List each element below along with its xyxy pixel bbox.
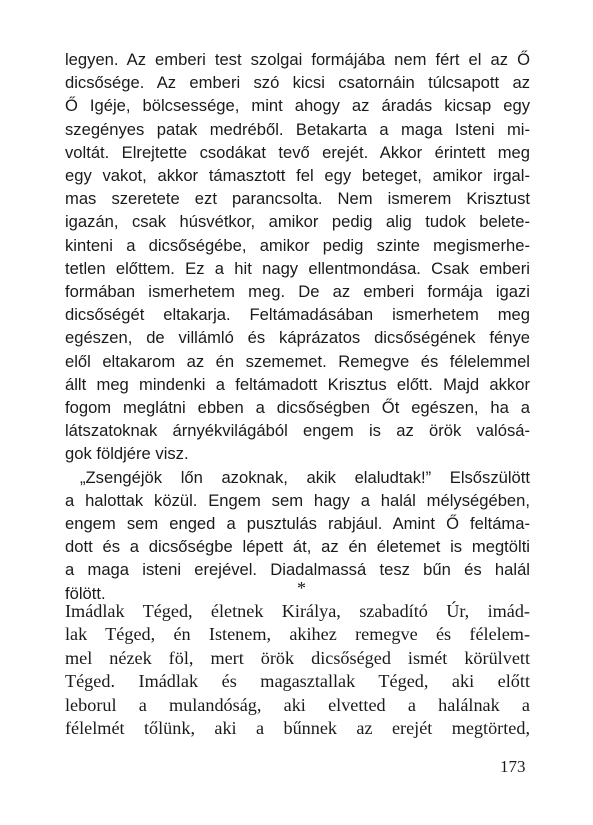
text-line: leborul a mulandóság, aki elvetted a halálnak a xyxy=(65,694,530,715)
text-line: egy vakot, akkor támasztott fel egy beteget, amikor irgal- xyxy=(65,166,530,186)
text-line: Ő Igéje, bölcsessége, mint ahogy az áradás kicsap egy xyxy=(65,96,530,116)
page-body xyxy=(65,48,530,739)
text-line: kinteni a dicsőségébe, amikor pedig szinte megismerhe- xyxy=(65,235,530,255)
text-line: dott és a dicsőségbe lépett át, az én életemet is megtölti xyxy=(65,537,530,557)
paragraph-1 xyxy=(65,48,530,466)
text-line: a halottak közül. Engem sem hagy a halál mélységében, xyxy=(65,490,530,510)
text-line: engem sem enged a pusztulás rabjául. Amint Ő feltáma- xyxy=(65,514,530,534)
text-line: voltát. Elrejtette csodákat tevő erejét. Akkor érintett meg xyxy=(65,142,530,162)
text-line: állt meg mindenki a feltámadott Krisztus előtt. Majd akkor xyxy=(65,374,530,394)
text-line: Téged. Imádlak és magasztallak Téged, aki előtt xyxy=(65,671,530,692)
text-line: mel nézek föl, mert örök dicsőséged ismét körülvett xyxy=(65,647,530,668)
text-line: látszatoknak árnyékvilágából engem is az örök valósá- xyxy=(65,421,530,441)
text-line: félelmét tőlünk, aki a bűnnek az erejét megtörted, xyxy=(65,718,530,739)
text-line: lak Téged, én Istenem, akihez remegve és félelem- xyxy=(65,624,530,645)
text-line: a maga isteni erejével. Diadalmassá tesz bűn és halál xyxy=(65,560,530,580)
text-line: dicsősége. Az emberi szó kicsi csatornáin túlcsapott az xyxy=(65,73,530,93)
text-line: igazán, csak húsvétkor, amikor pedig alig tudok belete- xyxy=(65,212,530,232)
text-line: fogom meglátni ebben a dicsőségben Őt egészen, ha a xyxy=(65,398,530,418)
text-line: „Zsengéjök lőn azoknak, akik elaludtak!” Elsőszülött xyxy=(80,467,530,487)
prayer-paragraph xyxy=(65,600,530,740)
text-line: egészen, de villámló és káprázatos dicsőségének fénye xyxy=(65,328,530,348)
text-line: legyen. Az emberi test szolgai formájába nem fért el az Ő xyxy=(65,50,530,69)
text-line: formában ismerhetem meg. De az emberi formája igazi xyxy=(65,282,530,302)
section-separator: * xyxy=(297,578,306,598)
text-line: mas szeretete ezt parancsolta. Nem ismerem Krisztust xyxy=(65,189,530,209)
page-number: 173 xyxy=(500,757,526,776)
text-line: tetlen előttem. Ez a hit nagy ellentmondása. Csak emberi xyxy=(65,258,530,278)
text-line: fölött. xyxy=(65,583,106,603)
text-line: szegényes patak medréből. Betakarta a maga Isteni mi- xyxy=(65,119,530,139)
text-line: gok földjére visz. xyxy=(65,444,189,464)
text-line: Imádlak Téged, életnek Királya, szabadító Úr, imád- xyxy=(65,601,530,621)
text-line: elől eltakarom az én szememet. Remegve és félelemmel xyxy=(65,351,530,371)
text-line: dicsőségét eltakarja. Feltámadásában ismerhetem meg xyxy=(65,305,530,325)
